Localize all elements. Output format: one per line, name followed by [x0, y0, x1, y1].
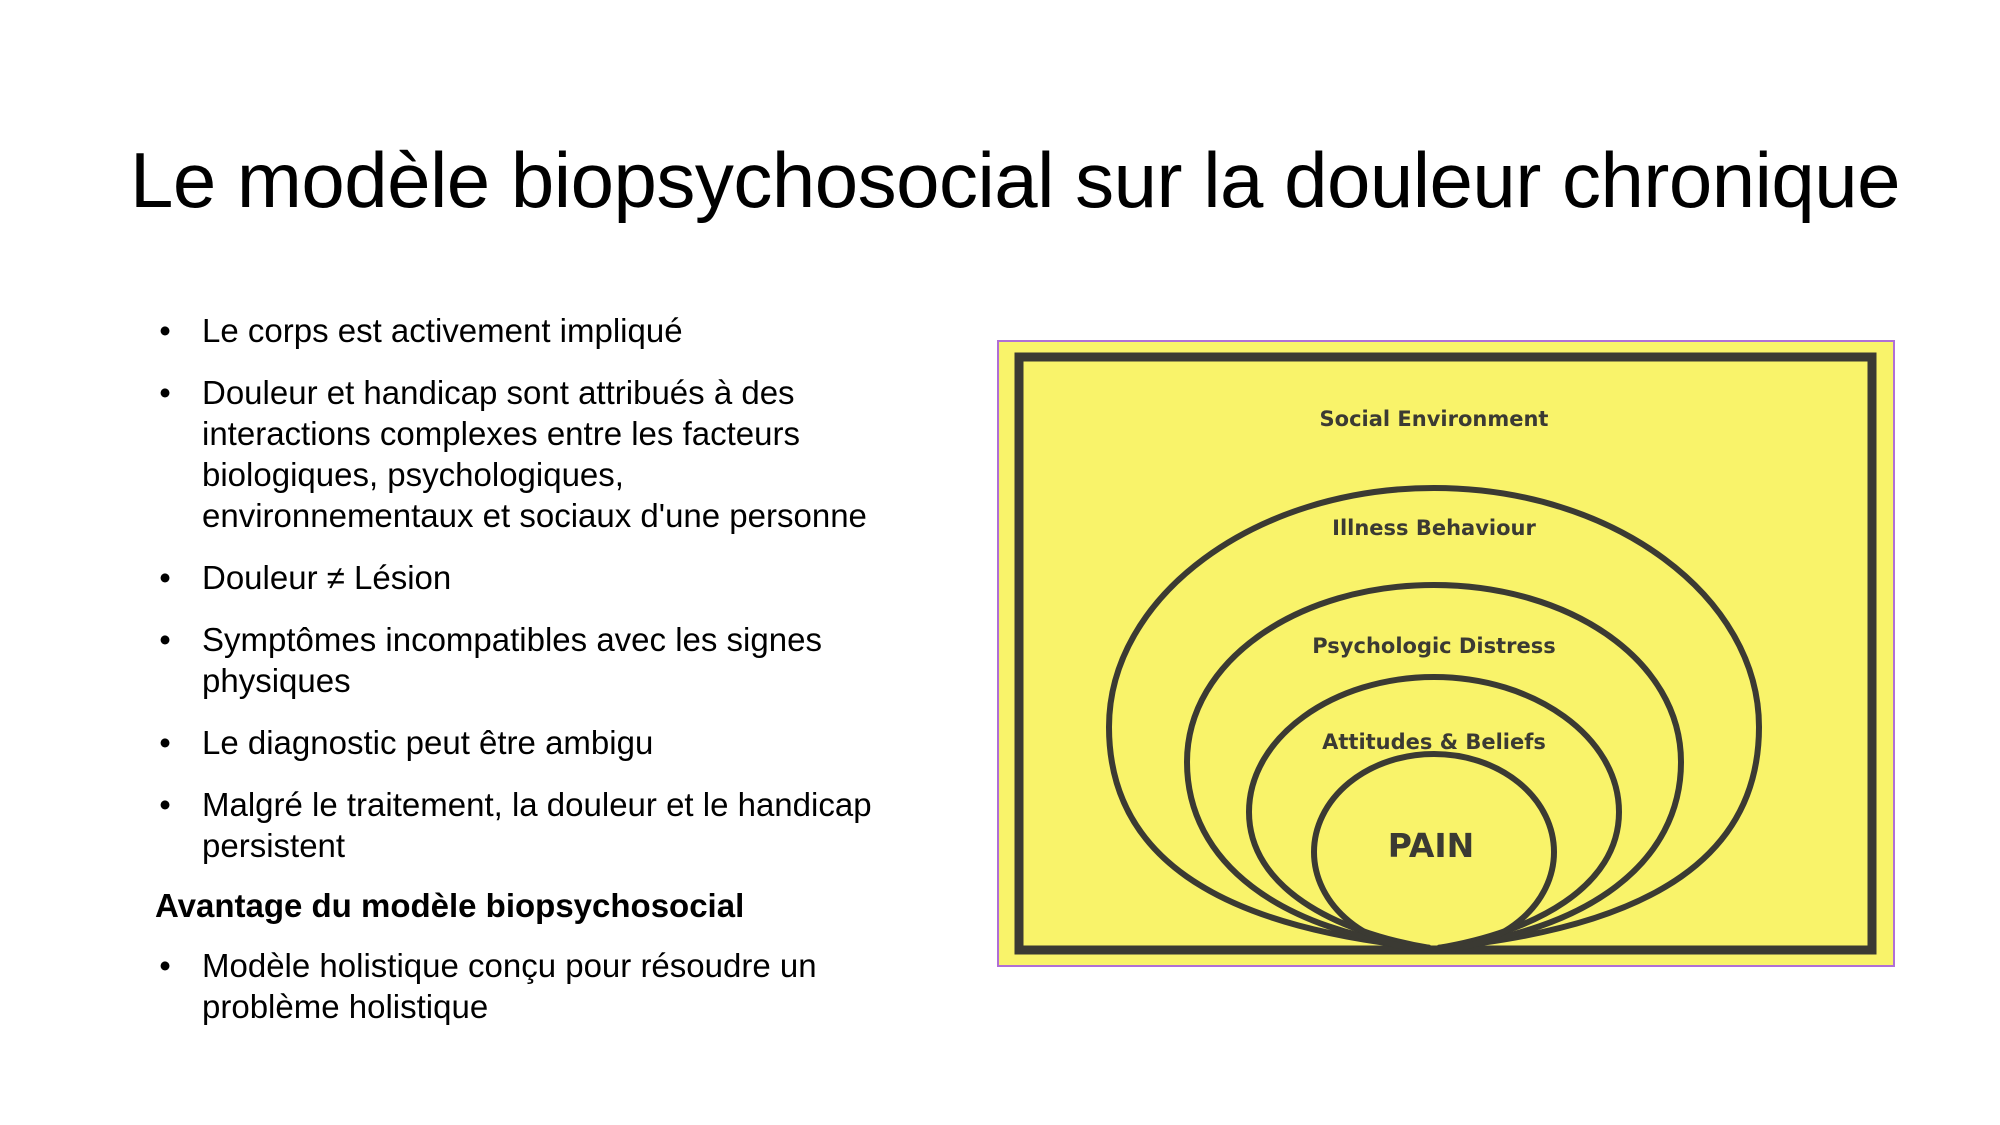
layer-psychologic-boundary — [1249, 677, 1619, 948]
bullet-text: Le corps est activement impliqué — [202, 312, 683, 349]
bullet-dot: • — [159, 374, 171, 411]
bullet-text: Symptômes incompatibles avec les signes physiques — [202, 621, 822, 699]
bullet-dot: • — [159, 621, 171, 658]
bullet-text: Douleur et handicap sont attribués à des interactions complexes entre les facteurs biologiques, psychologiques, environnementaux et sociaux d'une personne — [202, 374, 867, 534]
biopsychosocial-diagram — [997, 340, 1895, 967]
label-social-environment: Social Environment — [1319, 407, 1549, 431]
bullet-item — [155, 372, 895, 536]
bullet-dot: • — [159, 724, 171, 761]
bullet-item — [155, 722, 895, 763]
bullet-item — [155, 619, 895, 701]
bullet-dot: • — [159, 947, 171, 984]
bullet-item — [155, 945, 895, 1027]
bullet-text: Douleur ≠ Lésion — [202, 559, 452, 596]
label-illness-behaviour: Illness Behaviour — [1332, 516, 1536, 540]
label-attitudes-beliefs: Attitudes & Beliefs — [1322, 730, 1546, 754]
label-psychologic-distress: Psychologic Distress — [1312, 634, 1556, 658]
bullet-text: Modèle holistique conçu pour résoudre un problème holistique — [202, 947, 817, 1025]
diagram-layers — [1109, 488, 1759, 950]
bullet-dot: • — [159, 312, 171, 349]
bullet-dot: • — [159, 559, 171, 596]
bullet-list-advantage — [155, 945, 895, 1027]
label-pain: PAIN — [1387, 826, 1475, 865]
bullet-dot: • — [159, 786, 171, 823]
layer-social-boundary — [1109, 488, 1759, 948]
bullet-content — [155, 310, 895, 1048]
bullet-text: Malgré le traitement, la douleur et le handicap persistent — [202, 786, 872, 864]
slide-title: Le modèle biopsychosocial sur la douleur chronique — [129, 136, 1901, 224]
bullet-text: Le diagnostic peut être ambigu — [202, 724, 654, 761]
bullet-item — [155, 557, 895, 598]
bullet-item — [155, 310, 895, 351]
bullet-item — [155, 784, 895, 866]
subheading: Avantage du modèle biopsychosocial — [155, 887, 745, 924]
bullet-list — [155, 310, 895, 866]
diagram-svg — [999, 342, 1893, 965]
